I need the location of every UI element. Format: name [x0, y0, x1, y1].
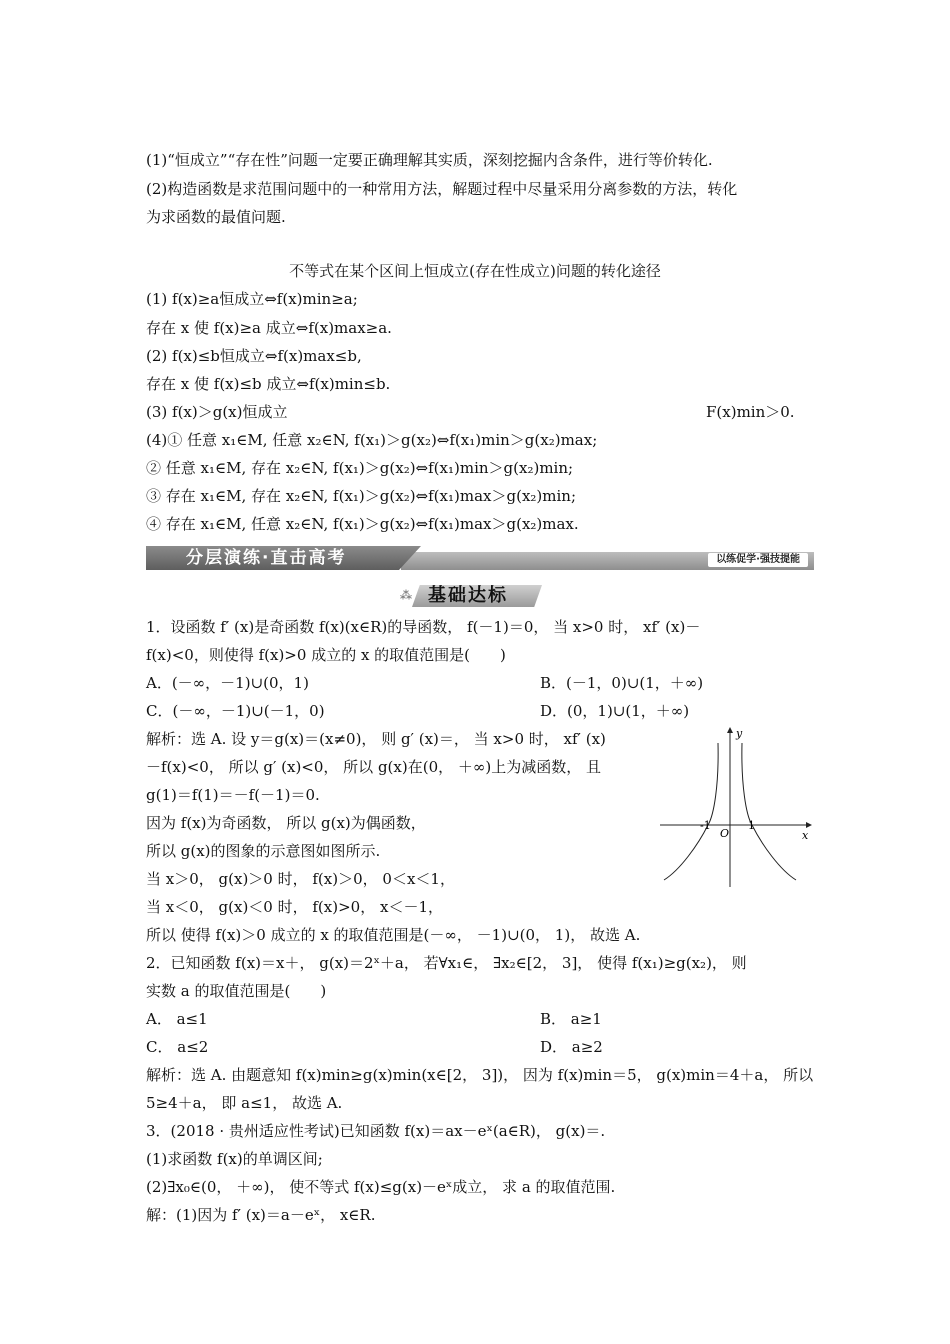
practice-banner — [146, 546, 814, 570]
q1-solution-8: 所以 使得 f(x)＞0 成立的 x 的取值范围是(－∞， －1)∪(0， 1)， 故选 A. — [146, 926, 641, 944]
q2-solution-1: 解析：选 A. 由题意知 f(x)min≥g(x)min(x∈[2， 3])， 因为 f(x)min＝5， g(x)min＝4＋a， 所以 — [146, 1066, 814, 1084]
origin-label: O — [720, 827, 730, 840]
q2-option-c: C． a≤2 — [146, 1038, 209, 1056]
summary-line-9: ④ 存在 x₁∈M, 任意 x₂∈N, f(x₁)＞g(x₂)⇔f(x₁)max＞g(x₂)max. — [146, 515, 579, 533]
summary-title: 不等式在某个区间上恒成立(存在性成立)问题的转化途径 — [289, 262, 661, 280]
note-line-2: (2)构造函数是求范围问题中的一种常用方法，解题过程中尽量采用分离参数的方法，转化 — [146, 180, 738, 198]
q3-line-1: 3．(2018 · 贵州适应性考试)已知函数 f(x)＝ax－eˣ(a∈R)， g(x)＝. — [146, 1122, 606, 1140]
q2-option-a: A． a≤1 — [146, 1010, 208, 1028]
section-deco-icon: ⁂ — [400, 588, 412, 602]
neg-one-label: -1 — [700, 819, 711, 832]
q1-solution-4: 因为 f(x)为奇函数， 所以 g(x)为偶函数， — [146, 814, 426, 832]
q2-solution-2: 5≥4＋a， 即 a≤1， 故选 A. — [146, 1094, 343, 1112]
x-axis-arrow-icon — [806, 822, 812, 828]
q2-line-1: 2．已知函数 f(x)＝x＋， g(x)＝2ˣ＋a， 若∀x₁∈， ∃x₂∈[2， 3]， 使得 f(x₁)≥g(x₂)， 则 — [146, 954, 747, 972]
summary-line-8: ③ 存在 x₁∈M, 存在 x₂∈N, f(x₁)＞g(x₂)⇔f(x₁)max＞g(x₂)min; — [146, 487, 576, 505]
x-axis-label: x — [802, 829, 809, 842]
q3-line-4: 解：(1)因为 f′ (x)＝a－eˣ， x∈R. — [146, 1206, 376, 1224]
q2-option-d: D． a≥2 — [540, 1038, 603, 1056]
q1-line-1: 1．设函数 f′ (x)是奇函数 f(x)(x∈R)的导函数， f(－1)＝0， 当 x>0 时， xf′ (x)－ — [146, 618, 701, 636]
summary-line-1: (1) f(x)≥a恒成立⇔f(x)min≥a; — [146, 290, 358, 308]
summary-line-7: ② 任意 x₁∈M, 存在 x₂∈N, f(x₁)＞g(x₂)⇔f(x₁)min＞g(x₂)min; — [146, 459, 574, 477]
q1-option-c: C．(－∞，－1)∪(－1，0) — [146, 702, 325, 720]
note-line-1: (1)“恒成立”“存在性”问题一定要正确理解其实质，深刻挖掘内含条件，进行等价转化. — [146, 151, 713, 169]
banner-title: 分层演练·直击高考 — [186, 548, 347, 568]
q2-option-b: B． a≥1 — [540, 1010, 602, 1028]
q1-solution-2: －f(x)<0， 所以 g′ (x)<0， 所以 g(x)在(0， ＋∞)上为减函数， 且 — [146, 758, 601, 776]
summary-line-2: 存在 x 使 f(x)≥a 成立⇔f(x)max≥a. — [146, 319, 392, 337]
g-curve-right — [742, 743, 796, 880]
q1-option-d: D．(0，1)∪(1，＋∞) — [540, 702, 690, 720]
g-curve-left — [664, 743, 718, 880]
q2-line-2: 实数 a 的取值范围是( ) — [146, 982, 327, 1000]
banner-tag: 以练促学·强技提能 — [708, 553, 808, 567]
section-heading — [400, 582, 550, 610]
g-function-graph — [656, 725, 816, 890]
q1-solution-5: 所以 g(x)的图象的示意图如图所示. — [146, 842, 381, 860]
q1-solution-7: 当 x＜0， g(x)＜0 时， f(x)>0， x＜－1， — [146, 898, 443, 916]
summary-line-4: 存在 x 使 f(x)≤b 成立⇔f(x)min≤b. — [146, 375, 391, 393]
q1-solution-1: 解析：选 A. 设 y＝g(x)＝(x≠0)， 则 g′ (x)＝， 当 x>0 时， xf′ (x) — [146, 730, 606, 748]
q3-line-3: (2)∃x₀∈(0， ＋∞)， 使不等式 f(x)≤g(x)－eˣ成立， 求 a 的取值范围. — [146, 1178, 616, 1196]
q1-option-b: B．(－1，0)∪(1，＋∞) — [540, 674, 704, 692]
q1-solution-6: 当 x＞0， g(x)＞0 时， f(x)＞0， 0＜x＜1， — [146, 870, 455, 888]
summary-line-3: (2) f(x)≤b恒成立⇔f(x)max≤b, — [146, 347, 362, 365]
summary-line-6: (4)① 任意 x₁∈M, 任意 x₂∈N, f(x₁)＞g(x₂)⇔f(x₁)min＞g(x₂)max; — [146, 431, 598, 449]
y-axis-arrow-icon — [727, 727, 733, 733]
q1-solution-3: g(1)＝f(1)＝－f(－1)＝0. — [146, 786, 320, 804]
q1-option-a: A．(－∞，－1)∪(0，1) — [146, 674, 309, 692]
note-line-3: 为求函数的最值问题. — [146, 208, 286, 226]
one-label: 1 — [748, 819, 755, 832]
section-heading-title: 基础达标 — [428, 585, 508, 606]
summary-line-5b: F(x)min＞0. — [706, 403, 795, 421]
q3-line-2: (1)求函数 f(x)的单调区间; — [146, 1150, 323, 1168]
summary-line-5a: (3) f(x)＞g(x)恒成立 — [146, 403, 288, 421]
y-axis-label: y — [736, 727, 743, 740]
q1-line-2: f(x)<0，则使得 f(x)>0 成立的 x 的取值范围是( ) — [146, 646, 506, 664]
